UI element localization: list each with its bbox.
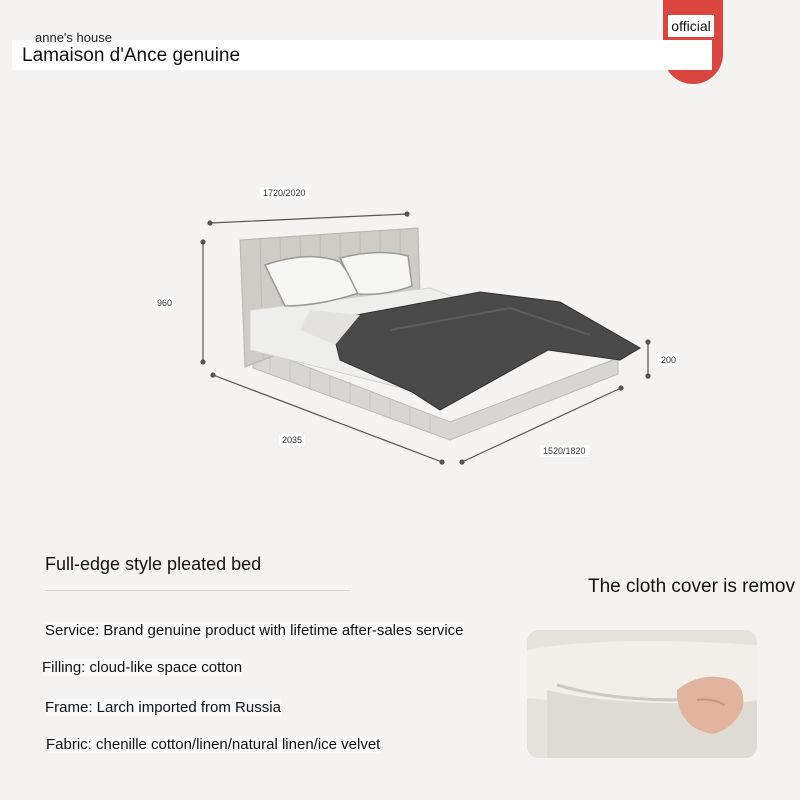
bed-illustration xyxy=(150,170,710,470)
dimension-length: 2035 xyxy=(279,434,305,446)
dimension-headboard-height: 960 xyxy=(154,297,175,309)
dimension-side-height: 200 xyxy=(658,354,679,366)
dimension-top-width: 1720/2020 xyxy=(260,187,309,199)
dimension-foot-width: 1520/1820 xyxy=(540,445,589,457)
spec-service: Service: Brand genuine product with lifetime after-sales service xyxy=(45,622,464,639)
spec-frame: Frame: Larch imported from Russia xyxy=(45,699,281,716)
cover-detail-photo xyxy=(527,630,757,758)
official-label: official xyxy=(668,15,714,37)
cover-detail-image xyxy=(527,630,757,758)
cover-removable-note: The cloth cover is remov xyxy=(588,576,795,597)
brand-small-text: anne's house xyxy=(35,30,112,45)
spec-fabric: Fabric: chenille cotton/linen/natural linen/ice velvet xyxy=(46,736,381,753)
divider xyxy=(45,590,350,591)
spec-filling: Filling: cloud-like space cotton xyxy=(42,659,243,676)
brand-title: Lamaison d'Ance genuine xyxy=(22,45,241,66)
product-subtitle: Full-edge style pleated bed xyxy=(45,554,262,574)
